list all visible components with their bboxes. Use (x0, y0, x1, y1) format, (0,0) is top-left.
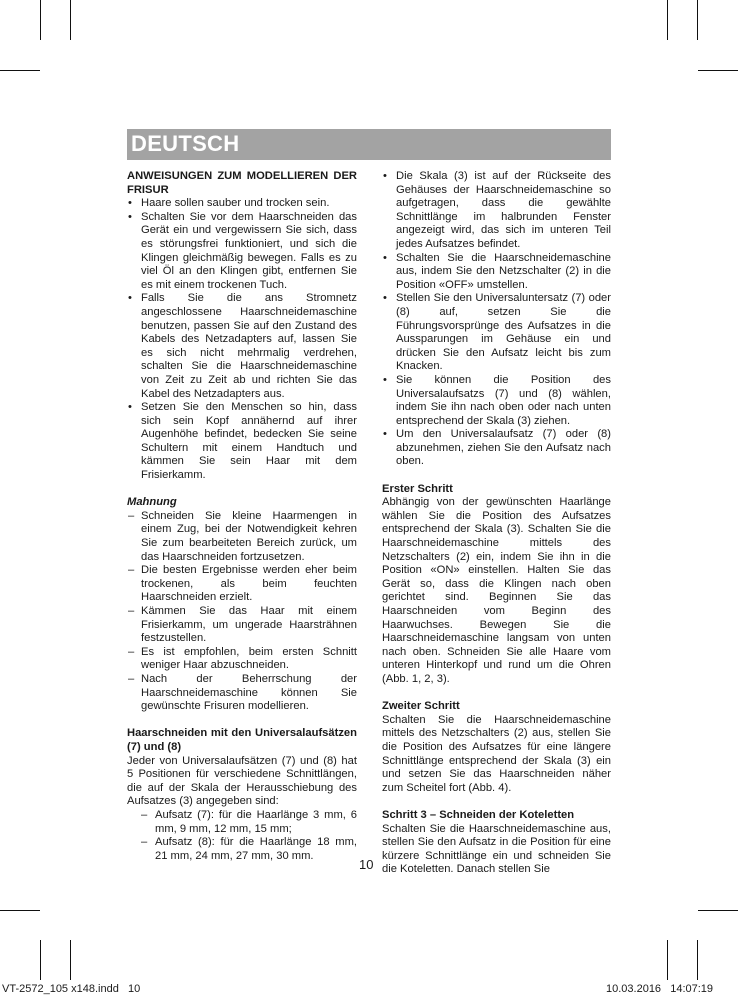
paragraph: Schalten Sie die Haarschneidemaschine mittels des Netzschalters (2) aus, stellen Sie die Position des Aufsatzes für eine längere Schnittlänge entsprechend der Skala (3) ein und setzen Sie das Haarschneiden näher zum Scheitel fort (Abb. 4). (382, 713, 611, 794)
crop-mark (40, 940, 41, 980)
list-item: • Die Skala (3) ist auf der Rückseite des Gehäuses der Haarschneidemaschine so aufgetragen, dass die gewählte Schnittlänge im halbrunden Fenster angezeigt wird, das sich im unteren Teil jedes Aufsatzes befindet. (383, 170, 611, 250)
step-heading: Schritt 3 – Schneiden der Koteletten (382, 808, 575, 821)
list-item: – Die besten Ergebnisse werden eher beim trockenen, als beim feuchten Haarschneiden erzielt. (128, 564, 357, 604)
bullet-marker: • (383, 373, 387, 386)
bullet-marker: • (128, 197, 132, 210)
right-column (382, 170, 611, 877)
crop-mark (697, 940, 698, 980)
section-heading: Haarschneiden mit den Universalaufsätzen (7) und (8) (127, 727, 357, 753)
mahnung-list (127, 510, 357, 714)
list-item: – Es ist empfohlen, beim ersten Schnitt weniger Haar abzuschneiden. (128, 645, 357, 672)
dash-marker: – (141, 836, 148, 849)
language-title: DEUTSCH (131, 131, 240, 156)
instructions-list (127, 197, 357, 482)
list-item: – Nach der Beherrschung der Haarschneidemaschine können Sie gewünschte Frisuren modellieren. (128, 672, 357, 713)
bullet-marker: • (383, 292, 387, 305)
list-item: • Schalten Sie vor dem Haarschneiden das Gerät ein und vergewissern Sie sich, dass es störungsfrei funktioniert, und sich die Klingen gleichmäßig bewegen. Falls es zu viel Öl an den Klingen gibt, entfernen Sie es mit einem trockenen Tuch. (128, 210, 357, 291)
bullet-marker: • (383, 428, 387, 441)
crop-mark (0, 70, 40, 71)
section-heading: ANWEISUNGEN ZUM MODELLIEREN DER FRISUR (127, 170, 357, 196)
bullet-marker: • (128, 401, 132, 414)
list-item: • Sie können die Position des Universalaufsatzs (7) und (8) wählen, indem Sie ihn nach oben oder nach unten entsprechend der Skala (3) ziehen. (383, 373, 611, 427)
crop-mark (667, 0, 668, 40)
bullet-marker: • (383, 170, 387, 182)
step-heading: Zweiter Schritt (382, 700, 460, 713)
bullet-marker: • (383, 251, 387, 264)
paragraph: Schalten Sie die Haarschneidemaschine aus, stellen Sie den Aufsatz in die Position für eine kürzere Schnittlänge ein und schneiden Sie die Koteletten. Danach stellen Sie (382, 822, 611, 876)
dash-marker: – (128, 672, 135, 685)
list-item: – Aufsatz (8): für die Haarlänge 18 mm, 21 mm, 24 mm, 27 mm, 30 mm. (141, 836, 357, 862)
list-item: • Stellen Sie den Universaluntersatz (7) oder (8) auf, setzen Sie die Führungsvorsprünge des Aufsatzes in die Aussparungen im Gehäuse ein und drücken Sie den Aufsatz leicht bis zum Knacken. (383, 292, 611, 373)
list-item: • Schalten Sie die Haarschneidemaschine aus, indem Sie den Netzschalter (2) in die Position «OFF» umstellen. (383, 251, 611, 291)
list-item: • Haare sollen sauber und trocken sein. (128, 197, 330, 210)
crop-mark (698, 910, 738, 911)
dash-marker: – (128, 509, 135, 522)
page-number: 10 (359, 857, 374, 872)
list-item: – Aufsatz (7): für die Haarlänge 3 mm, 6 mm, 9 mm, 12 mm, 15 mm; (141, 808, 357, 835)
crop-mark (698, 70, 738, 71)
dash-marker: – (128, 564, 135, 577)
dash-marker: – (128, 605, 135, 617)
left-column (127, 170, 357, 863)
step-heading: Erster Schritt (382, 482, 453, 495)
bullet-marker: • (128, 210, 132, 223)
print-timestamp: 10.03.2016 14:07:19 (606, 983, 714, 995)
dash-marker: – (128, 645, 135, 658)
crop-mark (697, 0, 698, 40)
list-item: – Schneiden Sie kleine Haarmengen in einem Zug, bei der Notwendigkeit kehren Sie zum bearbeiteten Bereich zurück, um das Haarschneiden fortzusetzen. (128, 509, 357, 563)
crop-mark (40, 0, 41, 40)
crop-mark (70, 0, 71, 40)
language-header-bar (127, 129, 611, 160)
instructions-list (382, 170, 611, 469)
list-item: • Um den Universalaufsatz (7) oder (8) abzunehmen, ziehen Sie den Aufsatz nach oben. (383, 428, 611, 468)
mahnung-heading: Mahnung (127, 496, 177, 509)
crop-mark (0, 910, 40, 911)
list-item: • Setzen Sie den Menschen so hin, dass sich sein Kopf annähernd auf ihrer Augenhöhe befindet, bedecken Sie seine Schultern mit einem Handtuch und kämmen Sie sein Haar mit dem Frisierkamm. (128, 401, 357, 482)
list-item: • Falls Sie die ans Stromnetz angeschlossene Haarschneidemaschine benutzen, passen Sie auf den Zustand des Kabels des Netzadapters auf, lassen Sie es sich nicht mehrmalig verdrehen, schalten Sie die Haarschneidemaschine von Zeit zu Zeit ab und richten Sie das Kabel des Netzadapters aus. (128, 292, 357, 400)
paragraph: Jeder von Universalaufsätzen (7) und (8) hat 5 Positionen für verschiedene Schnittlängen, die auf der Skala der Herausschiebung des Aufsatzes (3) angegeben sind: (127, 754, 357, 808)
bullet-marker: • (128, 292, 132, 305)
list-item: – Kämmen Sie das Haar mit einem Frisierkamm, um ungerade Haarsträhnen festzustellen. (128, 605, 357, 645)
print-file-info: VT-2572_105 x148.indd 10 (2, 983, 141, 995)
crop-mark (70, 940, 71, 980)
paragraph: Abhängig von der gewünschten Haarlänge wählen Sie die Position des Aufsatzes entsprechend der Skala (3). Schalten Sie die Haarschneidemaschine mittels des Netzschalters (2) ein, indem Sie ihn in die Position «ON» einstellen. Halten Sie das Gerät so, dass die Klingen nach oben gerichtet sind. Beginnen Sie das Haarschneiden vom Beginn des Haarwuchses. Bewegen Sie die Haarschneidemaschine langsam von unten nach oben. Schneiden Sie alle Haare vom unteren Hinterkopf und rund um die Ohren (Abb. 1, 2, 3). (382, 496, 611, 685)
attachment-list (127, 809, 357, 863)
crop-mark (667, 940, 668, 980)
dash-marker: – (141, 808, 148, 821)
